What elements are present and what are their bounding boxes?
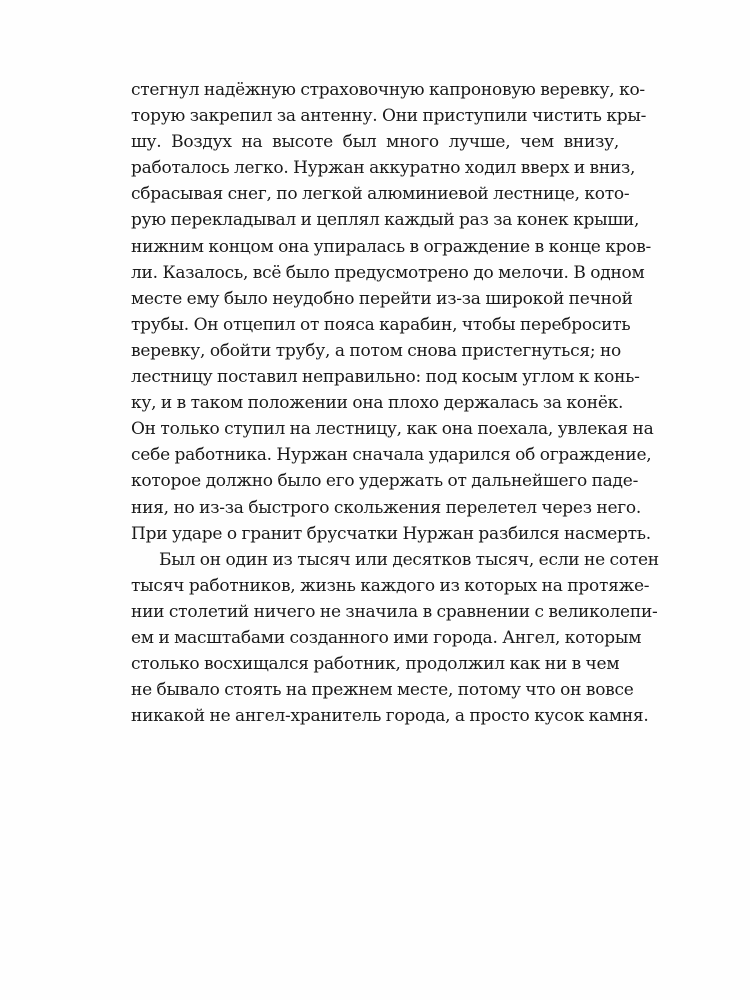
text-line: ли. Казалось, всё было предусмотрено до мелочи. В одном	[131, 262, 645, 283]
text-line: никакой не ангел-хранитель города, а просто кусок камня.	[131, 706, 649, 727]
text-line: При ударе о гранит брусчатки Нуржан разбился насмерть.	[131, 523, 651, 544]
text-line: шу. Воздух на высоте был много лучше, чем внизу,	[131, 132, 619, 153]
text-line: нии столетий ничего не значила в сравнении с великолепи-	[131, 601, 658, 622]
text-line: столько восхищался работник, продолжил как ни в чем	[131, 654, 620, 675]
body-text	[131, 77, 659, 729]
text-line: сбрасывая снег, по легкой алюминиевой лестнице, кото-	[131, 184, 630, 205]
text-line: трубы. Он отцепил от пояса карабин, чтобы перебросить	[131, 314, 631, 335]
text-line: рую перекладывал и цеплял каждый раз за конек крыши,	[131, 210, 640, 231]
text-line: ния, но из-за быстрого скольжения перелетел через него.	[131, 497, 642, 518]
text-line: тысяч работников, жизнь каждого из которых на протяже-	[131, 575, 650, 596]
text-line: Он только ступил на лестницу, как она поехала, увлекая на	[131, 419, 654, 440]
text-line: не бывало стоять на прежнем месте, потому что он вовсе	[131, 680, 634, 701]
text-line: Был он один из тысяч или десятков тысяч, если не сотен	[159, 549, 659, 570]
text-line: нижним концом она упиралась в ограждение в конце кров-	[131, 236, 652, 257]
text-line: работалось легко. Нуржан аккуратно ходил вверх и вниз,	[131, 158, 636, 179]
text-line: ку, и в таком положении она плохо держалась за конёк.	[131, 393, 624, 414]
text-line: стегнул надёжную страховочную капроновую веревку, ко-	[131, 80, 645, 100]
text-line: ем и масштабами созданного ими города. Ангел, которым	[131, 627, 642, 648]
text-line: торую закрепил за антенну. Они приступили чистить кры-	[131, 106, 647, 127]
text-line: веревку, обойти трубу, а потом снова пристегнуться; но	[131, 340, 622, 361]
text-line: себе работника. Нуржан сначала ударился об ограждение,	[131, 445, 652, 466]
text-line: которое должно было его удержать от дальнейшего паде-	[131, 471, 639, 492]
text-line: лестницу поставил неправильно: под косым углом к конь-	[131, 367, 640, 388]
text-line: месте ему было неудобно перейти из-за широкой печной	[131, 288, 633, 309]
